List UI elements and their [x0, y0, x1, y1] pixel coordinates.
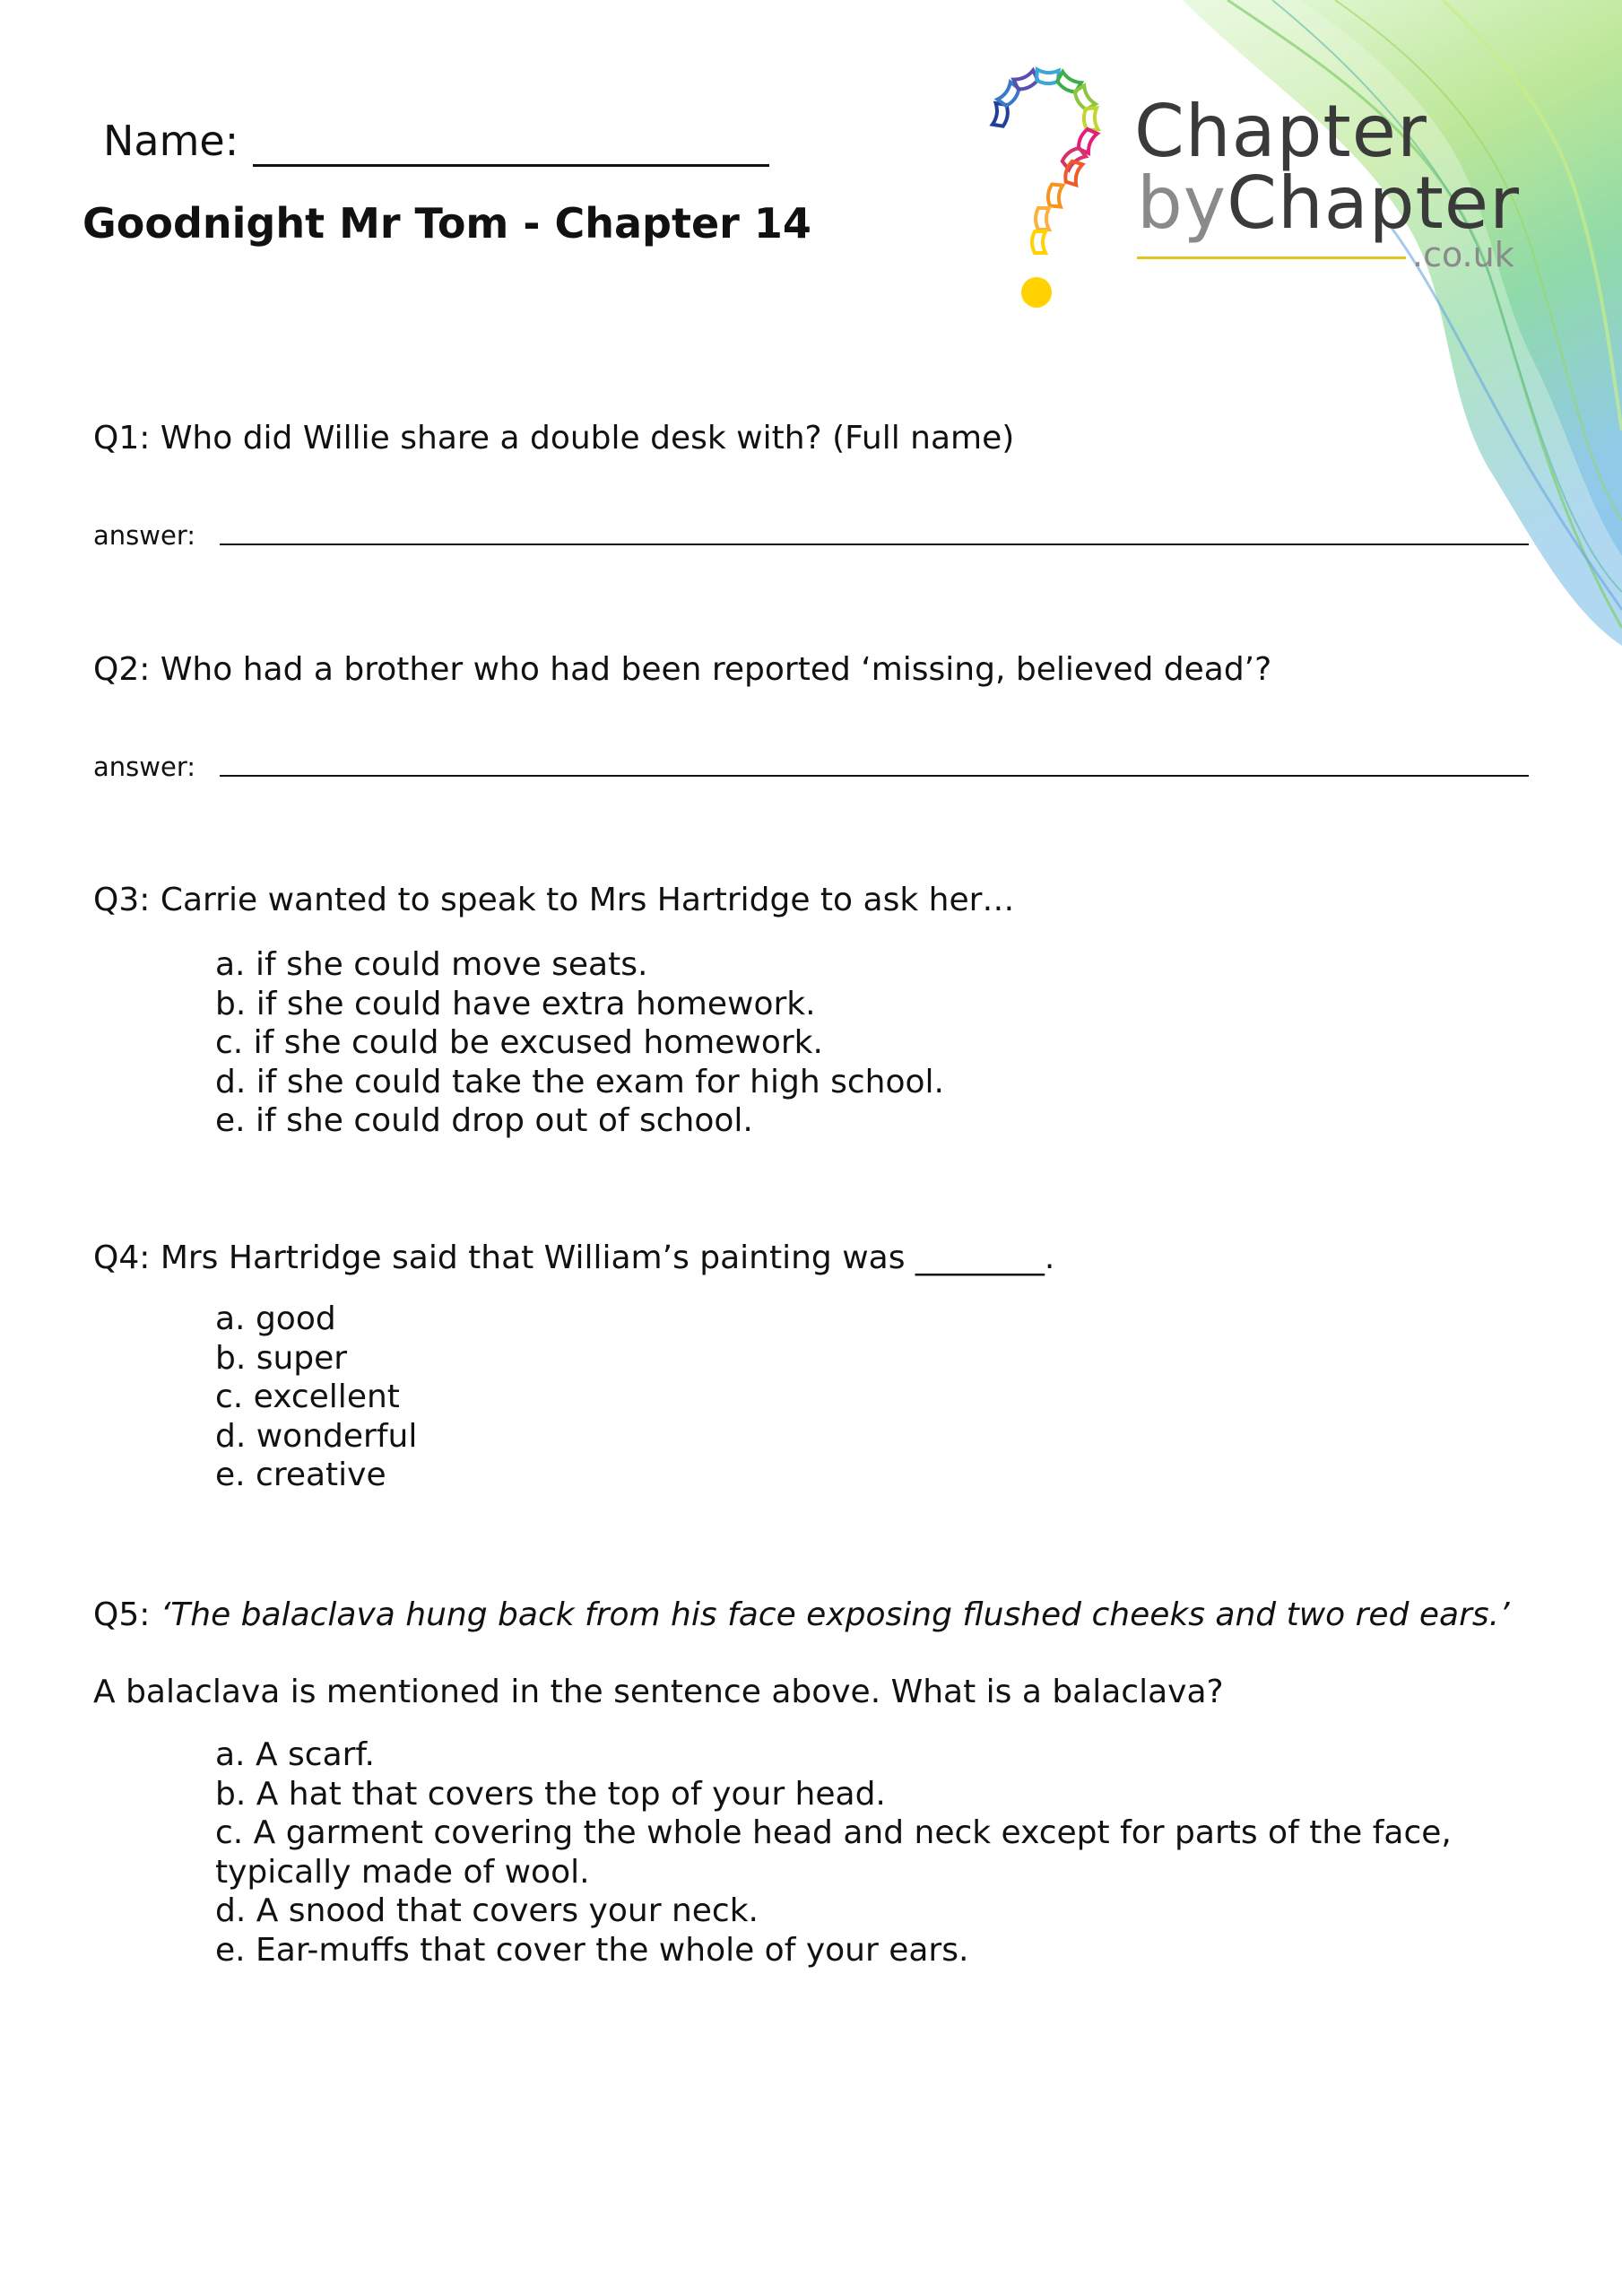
q4-option-d[interactable]: d. wonderful	[215, 1417, 418, 1455]
logo-book-icon	[1036, 208, 1049, 230]
question-3-options	[215, 945, 1533, 1141]
logo-underline	[1137, 257, 1406, 259]
answer-line-q1[interactable]	[220, 544, 1529, 545]
q5-quote: ‘The balaclava hung back from his face exposing flushed cheeks and two red ears.’	[160, 1596, 1510, 1633]
q5-prefix: Q5:	[93, 1596, 160, 1633]
question-5-options	[215, 1735, 1533, 1970]
q3-option-e[interactable]: e. if she could drop out of school.	[215, 1102, 753, 1139]
q5-option-c[interactable]: c. A garment covering the whole head and neck except for parts of the face, typically made of wool.	[215, 1814, 1452, 1891]
answer-line-q2[interactable]	[220, 775, 1529, 777]
question-2-text: Q2: Who had a brother who had been reported ‘missing, believed dead’?	[93, 651, 1272, 688]
q4-option-b[interactable]: b. super	[215, 1339, 348, 1377]
logo-text-chapter: Chapter	[1134, 90, 1427, 173]
q4-option-c[interactable]: c. excellent	[215, 1378, 400, 1415]
name-label: Name:	[103, 117, 239, 165]
logo-book-icon	[1083, 108, 1097, 130]
logo-book-icon	[1037, 69, 1059, 83]
logo-text-by: by	[1137, 161, 1227, 245]
q5-option-b[interactable]: b. A hat that covers the top of your head.	[215, 1775, 886, 1813]
question-4-options	[215, 1300, 1533, 1495]
question-4-text: Q4: Mrs Hartridge said that William’s painting was ________.	[93, 1239, 1055, 1276]
q3-option-a[interactable]: a. if she could move seats.	[215, 946, 648, 983]
logo-book-icon	[1032, 231, 1045, 253]
question-5-question: A balaclava is mentioned in the sentence above. What is a balaclava?	[93, 1674, 1224, 1710]
question-3-text: Q3: Carrie wanted to speak to Mrs Hartridge to ask her…	[93, 882, 1015, 918]
answer-label-q2: answer:	[93, 752, 196, 782]
name-input-line[interactable]	[253, 164, 769, 167]
logo-text-chapter-2: Chapter	[1227, 161, 1520, 245]
logo-domain: .co.uk	[1412, 235, 1514, 274]
logo-dot	[1021, 277, 1052, 308]
q4-option-e[interactable]: e. creative	[215, 1457, 386, 1493]
q5-option-d[interactable]: d. A snood that covers your neck.	[215, 1892, 759, 1929]
q4-option-a[interactable]: a. good	[215, 1300, 336, 1337]
q5-option-e[interactable]: e. Ear-muffs that cover the whole of your ears.	[215, 1931, 969, 1969]
question-5-text	[93, 1596, 1510, 1633]
q3-option-c[interactable]: c. if she could be excused homework.	[215, 1024, 823, 1061]
logo-text-bychapter	[1137, 161, 1520, 245]
logo-book-icon	[1047, 184, 1063, 206]
answer-label-q1: answer:	[93, 520, 196, 551]
worksheet-title: Goodnight Mr Tom - Chapter 14	[82, 199, 811, 248]
q3-option-d[interactable]: d. if she could take the exam for high school.	[215, 1063, 944, 1100]
q5-option-a[interactable]: a. A scarf.	[215, 1736, 375, 1773]
q3-option-b[interactable]: b. if she could have extra homework.	[215, 985, 816, 1022]
question-1-text: Q1: Who did Willie share a double desk with? (Full name)	[93, 420, 1015, 457]
